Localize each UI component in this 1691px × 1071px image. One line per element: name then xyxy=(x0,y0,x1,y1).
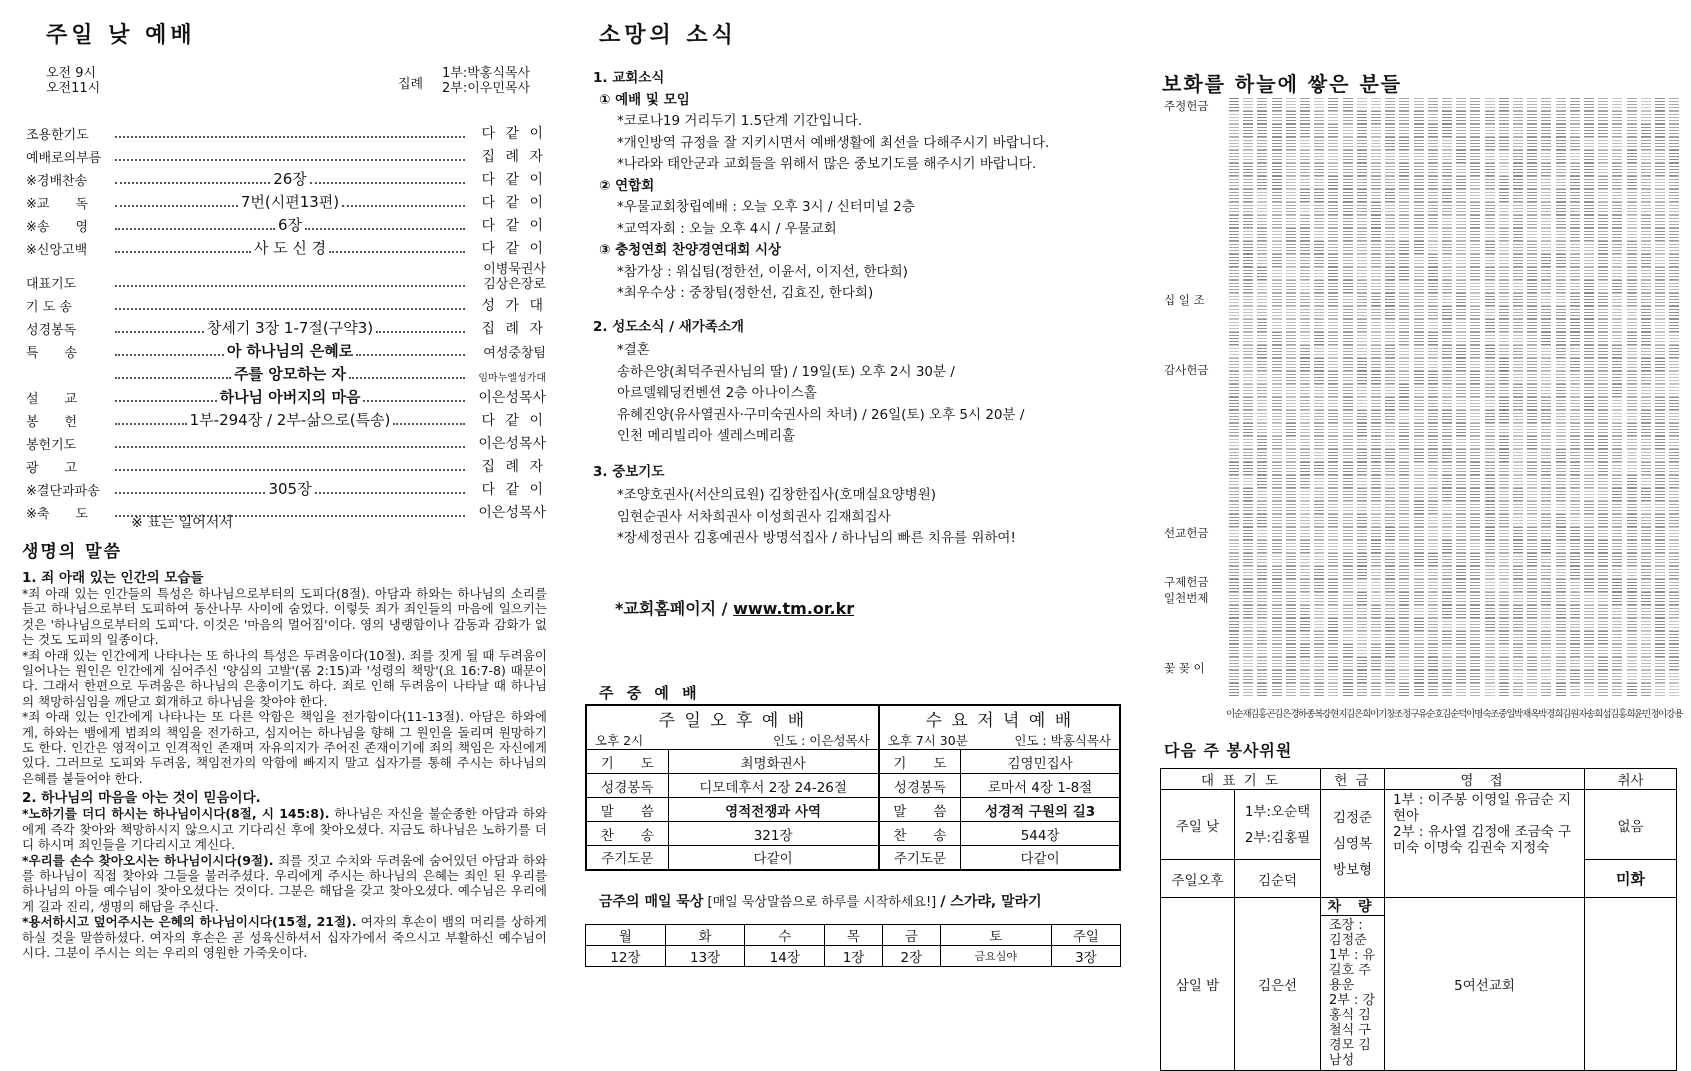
news-item: *결혼 xyxy=(617,342,650,358)
officiant-label: 집례 xyxy=(398,77,424,92)
flower-name: 강현지 xyxy=(1322,709,1347,720)
order-label: 봉 헌 xyxy=(26,415,78,430)
order-row xyxy=(26,407,546,430)
weekly-worship-title: 주 중 예 배 xyxy=(599,684,701,702)
order-label: ※축 도 xyxy=(26,507,89,522)
order-leader: 다 같 이 xyxy=(481,195,546,211)
wednesday-title: 수 요 저 녁 예 배 xyxy=(879,705,1120,731)
flower-name: 김순덕 xyxy=(1442,709,1467,720)
chapter-cell: 3장 xyxy=(1051,946,1120,967)
news-item: 송하은양(최덕주권사님의 딸) / 19일(토) 오후 2시 30분 / xyxy=(617,363,955,380)
flower-name: 조정구 xyxy=(1394,709,1419,720)
order-row xyxy=(26,292,546,315)
weekly-worship-table: 주 일 오 후 예 배 수 요 저 녁 예 배 오후 2시 인도 : 이은성목사 오후 7시 30분 인도 : 박홍식목사 기 도 최명화권사 기 도 김영민집사 성경봉독 디모데후서 2장 24-26절 성경봉독 로마서 4장 1-8절 말 씀 영적전쟁과 사역 말 씀 성경적 구원의 길3 찬 송 321장 찬 송 544장 주기도문 다같이 주기도문 다같이 xyxy=(585,704,1121,871)
flower-name: 윤민정 xyxy=(1634,709,1659,720)
order-content: 7번(시편13편) xyxy=(240,193,340,211)
offering-category: 구제헌금 xyxy=(1164,575,1209,589)
order-row xyxy=(26,189,546,212)
order-label: 설 교 xyxy=(26,392,78,407)
service-table: 대 표 기 도 헌 금 영 접 취사 주일 낮 1부:오순택 2부:김홍필 김정준 심영복 방보형 1부 : 이주봉 이영일 유금순 지현아 2부 : 유사열 김정애 조금숙 구미숙 이명숙 김권숙 지정숙 없음 주일오후 김순덕 미화 삼일 밤 김은선 차 량 조장 : 김정준 1부 : 유길호 주용운 2부 : 강홍식 김철식 구경모 김남성 5여선교회 xyxy=(1160,768,1677,1071)
day-cell: 주일 xyxy=(1051,925,1120,946)
offering-category: 십 일 조 xyxy=(1164,293,1205,307)
order-row xyxy=(26,315,546,338)
news-item: *장세정권사 김홍예권사 방명석집사 / 하나님의 빠른 치유를 위하여! xyxy=(617,530,1016,546)
order-row xyxy=(26,143,546,166)
day-cell: 수 xyxy=(745,925,825,946)
day-cell: 금 xyxy=(882,925,940,946)
day-cell: 화 xyxy=(665,925,745,946)
news-section-1: 1. 교회소식 xyxy=(593,70,665,86)
order-row xyxy=(26,430,546,453)
sermon-heading-1: 1. 죄 아래 있는 인간의 모습들 xyxy=(22,570,204,586)
sunday-pm-title: 주 일 오 후 예 배 xyxy=(586,705,879,731)
offering-category: 선교헌금 xyxy=(1164,526,1209,540)
offering-category: 감사헌금 xyxy=(1164,363,1209,377)
order-content: 26장 xyxy=(273,170,307,188)
news-item: 임현순권사 서차희권사 이성희권사 김재희집사 xyxy=(617,508,891,525)
order-label: 봉헌기도 xyxy=(26,438,77,453)
chapter-cell: 2장 xyxy=(882,946,940,967)
worship-row: 말 씀 영적전쟁과 사역 말 씀 성경적 구원의 길3 xyxy=(586,798,1120,822)
order-label: ※경배찬송 xyxy=(26,174,88,189)
worship-row: 찬 송 321장 찬 송 544장 xyxy=(586,822,1120,846)
order-row xyxy=(26,212,546,235)
sermon-paragraph: *죄 아래 있는 인간에게 나타나는 또 하나의 특성은 두려움이다(10절). 죄를 짓게 될 때 두려움이 일어나는 원인은 인간에게 심어주신 '양심의 고발'(롬 2:15)과 '성령의 책망'(요 16:7-8) 때문이다. 그래서 한편으로 두려움은 하나님의 은총이기도 하다. 죄로 인해 두려움이 나타날 때 하나님의 책망하심임을 깨닫고 회개하고 하나님을 찾아야 한다. xyxy=(22,647,547,709)
news-title: 소망의 소식 xyxy=(599,23,737,48)
officiants: 1부:박홍식목사 2부:이우민목사 xyxy=(442,66,530,96)
news-item: 인천 메리빌리아 셀레스메리홀 xyxy=(617,428,796,444)
order-leader: 임마누엘성가대 xyxy=(478,373,546,384)
news-item: *우물교회창립예배 : 오늘 오후 3시 / 신터미널 2층 xyxy=(617,199,915,215)
news-item: *조양호권사(서산의료원) 김창한집사(호매실요양병원) xyxy=(617,487,937,503)
flower-name: 박경희 xyxy=(1538,709,1563,720)
sermon-paragraph: *노하기를 더디 하시는 하나님이시다(8절, 시 145:8). 하나님은 자신을 불순종한 아담과 하와에게 즉각 찾아와 책망하시지 않으시고 기다리신 후에 찾아오셨다. 지금도 하나님은 노하기를 더디 하시며 죄인들을 기다리시고 계신다. xyxy=(22,806,547,853)
order-row xyxy=(26,361,546,384)
flower-name: 박재옥 xyxy=(1514,709,1539,720)
flower-name: 조중일 xyxy=(1490,709,1515,720)
order-leader: 다 같 이 xyxy=(481,241,546,257)
flower-name: 이기창 xyxy=(1370,709,1395,720)
order-label: 특 송 xyxy=(26,346,78,361)
order-leader: 다 같 이 xyxy=(481,482,546,498)
sermon-title: 생명의 말씀 xyxy=(22,542,123,562)
homepage: *교회홈페이지 / www.tm.or.kr xyxy=(615,599,855,618)
flower-name: 김은경 xyxy=(1274,709,1299,720)
sermon-summary xyxy=(22,537,547,960)
meditation-table xyxy=(585,924,1121,967)
order-label: ※교 독 xyxy=(26,197,89,212)
offering-category: 일천번제 xyxy=(1164,591,1209,605)
sermon-paragraph: *용서하시고 덮어주시는 은혜의 하나님이시다(15절, 21절). 여자의 후손이 뱀의 머리를 상하게 하실 것을 말씀하셨다. 여자의 후손은 곧 성육신하셔서 십자가에서 죽으시고 부활하신 예수님이시다. 그분이 주시는 의는 우리의 영원한 가죽옷이다. xyxy=(22,914,547,960)
order-content: 주를 앙모하는 자 xyxy=(234,365,346,383)
flower-name: 김홍곤 xyxy=(1250,709,1275,720)
order-leader: 성 가 대 xyxy=(481,298,546,314)
order-content: 아 하나님의 은혜로 xyxy=(226,342,354,360)
flower-name: 유순호 xyxy=(1418,709,1443,720)
news-item: 유혜진양(유사열권사·구미숙권사의 차녀) / 26일(토) 오후 5시 20분 / xyxy=(617,406,1025,423)
news-item: 아르델웨딩컨벤션 2층 아나이스홀 xyxy=(617,385,817,401)
sermon-paragraph: *우리를 손수 찾아오시는 하나님이시다(9절). 죄를 짓고 수치와 두려움에 숨어있던 아담과 하와를 하나님이 직접 찾아와 그들을 불러주셨다. 우리에게 주시는 하나님의 은혜는 죄인 된 우리를 하나님의 아들 예수님이 찾아오셨다는 것이다. 그분은 해답을 갖고 찾아오셨다. 예수님은 우리에게 길과 진리, 생명의 해답을 주신다. xyxy=(22,852,547,914)
sermon-heading-2: 2. 하나님의 마음을 아는 것이 믿음이다. xyxy=(22,790,261,807)
flower-name: 이명숙 xyxy=(1466,709,1491,720)
worship-row: 기 도 최명화권사 기 도 김영민집사 xyxy=(586,750,1120,774)
flower-name: 송희섭 xyxy=(1586,709,1611,720)
news-item: *교역자회 : 오늘 오후 4시 / 우물교회 xyxy=(617,220,837,237)
order-content: 창세기 3장 1-7절(구약3) xyxy=(206,319,374,337)
order-row xyxy=(26,235,546,258)
news-sub-b: ② 연합회 xyxy=(599,177,655,194)
order-row xyxy=(26,384,546,407)
order-label: 성경봉독 xyxy=(26,323,77,338)
stand-note: ※ 표는 일어서서 xyxy=(131,515,233,531)
order-content: 하나님 아버지의 마음 xyxy=(219,388,361,406)
worship-title: 주일 낮 예배 xyxy=(46,23,196,48)
news-item: *개인방역 규정을 잘 지키시면서 예배생활에 최선을 다해주시기 바랍니다. xyxy=(617,134,1050,151)
news-item: *나라와 태안군과 교회들을 위해서 많은 중보기도를 해주시기 바랍니다. xyxy=(617,156,1037,172)
order-leader: 다 같 이 xyxy=(481,413,546,429)
chapter-cell: 12장 xyxy=(586,946,666,967)
service-title: 다음 주 봉사위원 xyxy=(1164,741,1293,760)
order-leader: 이은성목사 xyxy=(478,436,546,452)
worship-row: 주기도문 다같이 주기도문 다같이 xyxy=(586,846,1120,870)
news-section-3: 3. 중보기도 xyxy=(593,463,665,480)
day-cell: 월 xyxy=(586,925,666,946)
order-content: 사 도 신 경 xyxy=(253,239,327,257)
order-of-worship xyxy=(26,120,546,522)
order-leader: 집 례 자 xyxy=(481,459,546,475)
flower-name: 김원자 xyxy=(1562,709,1587,720)
news-items xyxy=(593,485,1113,550)
order-label: 기 도 송 xyxy=(26,300,72,315)
day-cell: 목 xyxy=(825,925,883,946)
chapter-cell: 1장 xyxy=(825,946,883,967)
flower-name: 하종복 xyxy=(1298,709,1323,720)
order-leader: 이은성목사 xyxy=(478,390,546,406)
news-item: *참가상 : 워십팀(정한선, 이윤서, 이지선, 한다희) xyxy=(617,263,908,280)
order-leader: 집 례 자 xyxy=(481,149,546,165)
order-label: 광 고 xyxy=(26,461,78,476)
flower-name: 이강용 xyxy=(1658,709,1683,720)
flower-name: 이순재 xyxy=(1226,709,1251,720)
order-content: 305장 xyxy=(268,480,312,498)
chapter-cell: 금요심야 xyxy=(940,946,1051,967)
service-times: 오전 9시 오전11시 xyxy=(46,66,101,96)
order-row xyxy=(26,166,546,189)
homepage-link[interactable]: www.tm.or.kr xyxy=(733,599,855,618)
order-label: 조용한기도 xyxy=(26,128,89,143)
order-leader: 다 같 이 xyxy=(481,218,546,234)
news-item: *최우수상 : 중창팀(정한선, 김효진, 한다희) xyxy=(617,285,874,301)
meditation-line: 금주의 매일 묵상 [매일 묵상말씀으로 하루를 시작하세요!] / 스가랴, 말라기 xyxy=(599,894,1042,910)
order-row xyxy=(26,453,546,476)
order-leader: 다 같 이 xyxy=(481,172,546,188)
order-leader: 여성중창팀 xyxy=(483,346,546,361)
order-leader: 이병묵권사 김상은장로 xyxy=(483,262,546,292)
news-sub-a: ① 예배 및 모임 xyxy=(599,91,690,108)
chapter-cell: 14장 xyxy=(745,946,825,967)
sermon-paragraph: *죄 아래 있는 인간에게 나타나는 또 다른 악함은 책임을 전가함이다(11-13절). 아담은 하와에게, 하와는 뱀에게 범죄의 책임을 전가하고, 심지어는 하나님을 향해 그 원인을 돌리며 원망하기도 한다. 인간은 영적이고 인격적인 존재며 자유의지가 주어진 존재이기에 죄의 책임은 자신에게 있다. 그러므로 도피와 두려움, 책임전가의 악함에 빠지지 말고 십자가를 통해 주시는 하나님의 은혜를 붙들어야 한다. xyxy=(22,709,547,786)
news-section-2: 2. 성도소식 / 새가족소개 xyxy=(593,318,744,335)
news-items xyxy=(593,111,1113,176)
order-leader: 다 같 이 xyxy=(481,126,546,142)
news-items xyxy=(593,262,1113,305)
chapter-cell: 13장 xyxy=(665,946,745,967)
order-label: ※신앙고백 xyxy=(26,243,88,258)
order-content: 1부-294장 / 2부-삶으로(특송) xyxy=(189,411,391,429)
order-row xyxy=(26,338,546,361)
news-items xyxy=(593,197,1113,240)
news-item: *코로나19 거리두기 1.5단계 기간입니다. xyxy=(617,113,863,129)
offering-title: 보화를 하늘에 쌓은 분들 xyxy=(1162,72,1403,96)
order-row xyxy=(26,258,546,292)
offering-category: 꽃 꽂 이 xyxy=(1164,661,1205,675)
flower-name: 김은희 xyxy=(1346,709,1371,720)
sermon-paragraph: *죄 아래 있는 인간들의 특성은 하나님으로부터의 도피다(8절). 아담과 하와는 하나님의 소리를 듣고 하나님으로부터 도피하여 동산나무 사이에 숨었다. 이렇듯 죄가 죄인들의 마음에 일으키는 것은 '하나님으로부터의 도피'다. 이것은 '마음의 멀어짐'이다. 영의 냉랭함이나 감동과 감화가 없는 것도 도피의 일종이다. xyxy=(22,586,547,648)
order-leader: 이은성목사 xyxy=(478,505,546,521)
offering-category: 주정헌금 xyxy=(1164,99,1209,113)
day-cell: 토 xyxy=(940,925,1051,946)
flower-name: 김홍희 xyxy=(1610,709,1635,720)
order-row xyxy=(26,120,546,143)
order-label: ※결단과파송 xyxy=(26,484,100,499)
news-items xyxy=(593,340,1113,448)
worship-row: 성경봉독 디모데후서 2장 24-26절 성경봉독 로마서 4장 1-8절 xyxy=(586,774,1120,798)
order-row xyxy=(26,476,546,499)
news-body xyxy=(593,68,1113,550)
order-label: 대표기도 xyxy=(26,277,77,292)
order-leader: 집 례 자 xyxy=(481,321,546,337)
order-label: 예배로의부름 xyxy=(26,151,102,166)
flower-names xyxy=(1226,706,1683,720)
news-sub-c: ③ 충청연회 찬양경연대회 시상 xyxy=(599,242,782,258)
order-content: 6장 xyxy=(277,216,303,234)
order-label: ※송 영 xyxy=(26,220,89,235)
